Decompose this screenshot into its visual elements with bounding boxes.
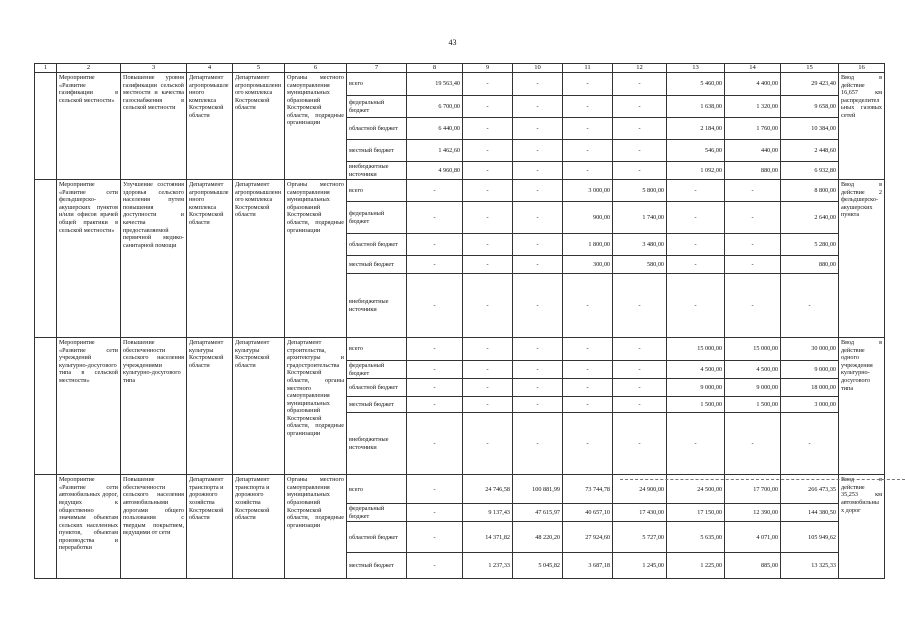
amount-cell: 546,00 — [667, 140, 725, 162]
amount-cell: 18 000,00 — [781, 379, 839, 397]
amount-cell: - — [563, 338, 613, 361]
amount-cell: 47 615,97 — [513, 504, 563, 522]
amount-cell: 4 500,00 — [667, 361, 725, 379]
amount-cell: 17 700,00 — [725, 475, 781, 504]
amount-cell: - — [725, 413, 781, 475]
amount-cell: 9 000,00 — [781, 361, 839, 379]
amount-cell: - — [407, 274, 463, 338]
amount-cell: - — [463, 234, 513, 256]
amount-cell: 73 744,78 — [563, 475, 613, 504]
amount-cell: - — [563, 361, 613, 379]
executor-cell: Департамент культуры Костромской области — [187, 338, 233, 475]
amount-cell: - — [463, 180, 513, 202]
amount-cell: 24 500,00 — [667, 475, 725, 504]
amount-cell: - — [513, 338, 563, 361]
measure-cell: Мероприятие «Развитие сети учреждений культурно-досугового типа в сельской местности» — [57, 338, 121, 475]
funding-source-cell: местный бюджет — [347, 256, 407, 274]
amount-cell: - — [513, 140, 563, 162]
amount-cell: 440,00 — [725, 140, 781, 162]
amount-cell: - — [667, 413, 725, 475]
amount-cell: 10 384,00 — [781, 118, 839, 140]
amount-cell: 144 380,50 — [781, 504, 839, 522]
amount-cell: - — [781, 413, 839, 475]
amount-cell: - — [781, 274, 839, 338]
amount-cell: - — [613, 379, 667, 397]
amount-cell: 15 000,00 — [725, 338, 781, 361]
funding-source-cell: внебюджетные источники — [347, 274, 407, 338]
amount-cell: 1 092,00 — [667, 162, 725, 180]
funding-source-cell: федеральный бюджет — [347, 361, 407, 379]
amount-cell: - — [407, 338, 463, 361]
header-cell: 16 — [839, 64, 885, 73]
amount-cell: - — [407, 397, 463, 413]
goal-cell: Повышение обеспеченности сельского населения автомобильными дорогами общего пользования с твердым покрытием, ведущими от сети — [121, 475, 187, 579]
amount-cell: 1 500,00 — [725, 397, 781, 413]
amount-cell: 9 000,00 — [725, 379, 781, 397]
header-cell: 11 — [563, 64, 613, 73]
amount-cell: - — [513, 413, 563, 475]
amount-cell: - — [613, 413, 667, 475]
amount-cell: - — [667, 202, 725, 234]
amount-cell: - — [725, 180, 781, 202]
amount-cell: 27 924,60 — [563, 522, 613, 553]
header-cell: 4 — [187, 64, 233, 73]
header-cell: 2 — [57, 64, 121, 73]
amount-cell: - — [463, 256, 513, 274]
amount-cell: - — [667, 180, 725, 202]
amount-cell: - — [407, 475, 463, 504]
amount-cell: - — [513, 180, 563, 202]
amount-cell: - — [513, 96, 563, 118]
partners-cell: Органы местного самоуправления муниципальных образований Костромской области, подрядные организации — [285, 180, 347, 338]
result-cell: Ввод в действие 2 фельдшерско-акушерских пункта — [839, 180, 885, 338]
amount-cell: 5 635,00 — [667, 522, 725, 553]
header-cell: 3 — [121, 64, 187, 73]
measure-cell: Мероприятие «Развитие газификации в сельской местности» — [57, 73, 121, 180]
amount-cell: 4 500,00 — [725, 361, 781, 379]
amount-cell: - — [613, 162, 667, 180]
amount-cell: - — [407, 361, 463, 379]
amount-cell: - — [725, 256, 781, 274]
amount-cell: 13 325,33 — [781, 553, 839, 579]
funding-source-cell: местный бюджет — [347, 140, 407, 162]
amount-cell: - — [563, 118, 613, 140]
amount-cell: - — [667, 234, 725, 256]
row-index-cell — [35, 338, 57, 475]
amount-cell: - — [407, 234, 463, 256]
row-index-cell — [35, 73, 57, 180]
co-executor-cell: Департамент агропромышленного комплекса Костромской области — [233, 180, 285, 338]
amount-cell: 5 800,00 — [613, 180, 667, 202]
amount-cell: 1 500,00 — [667, 397, 725, 413]
dashed-line — [620, 479, 905, 480]
header-cell: 6 — [285, 64, 347, 73]
amount-cell: 1 462,60 — [407, 140, 463, 162]
funding-source-cell: всего — [347, 180, 407, 202]
co-executor-cell: Департамент агропромышленного комплекса Костромской области — [233, 73, 285, 180]
amount-cell: - — [513, 73, 563, 96]
header-cell: 10 — [513, 64, 563, 73]
amount-cell: 30 000,00 — [781, 338, 839, 361]
amount-cell: - — [407, 504, 463, 522]
goal-cell: Повышение уровня газификации сельской местности и качества газоснабжения в сельской местности — [121, 73, 187, 180]
amount-cell: 40 657,10 — [563, 504, 613, 522]
amount-cell: 2 184,00 — [667, 118, 725, 140]
amount-cell: - — [463, 202, 513, 234]
funding-source-cell: местный бюджет — [347, 553, 407, 579]
amount-cell: 2 448,60 — [781, 140, 839, 162]
amount-cell: 1 237,33 — [463, 553, 513, 579]
partners-cell: Органы местного самоуправления муниципальных образований Костромской области, подрядные организации — [285, 73, 347, 180]
table-row — [35, 180, 885, 202]
amount-cell: 3 000,00 — [563, 180, 613, 202]
amount-cell: - — [463, 274, 513, 338]
amount-cell: 24 900,00 — [613, 475, 667, 504]
row-index-cell — [35, 180, 57, 338]
amount-cell: - — [513, 274, 563, 338]
amount-cell: 29 423,40 — [781, 73, 839, 96]
goal-cell: Повышение обеспеченности сельского населения учреждениями культурно-досугового типа — [121, 338, 187, 475]
amount-cell: - — [563, 96, 613, 118]
amount-cell: 1 800,00 — [563, 234, 613, 256]
amount-cell: 12 390,00 — [725, 504, 781, 522]
funding-source-cell: всего — [347, 475, 407, 504]
row-index-cell — [35, 475, 57, 579]
measure-cell: Мероприятие «Развитие сети автомобильных дорог, ведущих к общественно значимым объектам сельских населенных пунктов, объектам производства и переработки — [57, 475, 121, 579]
amount-cell: - — [613, 361, 667, 379]
amount-cell: 1 320,00 — [725, 96, 781, 118]
amount-cell: - — [613, 96, 667, 118]
header-cell: 13 — [667, 64, 725, 73]
amount-cell: 15 000,00 — [667, 338, 725, 361]
header-cell: 15 — [781, 64, 839, 73]
amount-cell: 24 746,58 — [463, 475, 513, 504]
amount-cell: - — [667, 274, 725, 338]
amount-cell: 5 280,00 — [781, 234, 839, 256]
funding-source-cell: федеральный бюджет — [347, 504, 407, 522]
header-cell: 14 — [725, 64, 781, 73]
amount-cell: - — [463, 397, 513, 413]
amount-cell: 14 371,82 — [463, 522, 513, 553]
amount-cell: - — [563, 140, 613, 162]
amount-cell: 885,00 — [725, 553, 781, 579]
funding-source-cell: всего — [347, 338, 407, 361]
amount-cell: 8 800,00 — [781, 180, 839, 202]
amount-cell: - — [407, 202, 463, 234]
amount-cell: - — [667, 256, 725, 274]
header-cell: 8 — [407, 64, 463, 73]
amount-cell: 9 000,00 — [667, 379, 725, 397]
amount-cell: - — [563, 379, 613, 397]
amount-cell: 1 740,00 — [613, 202, 667, 234]
amount-cell: - — [513, 379, 563, 397]
amount-cell: 17 150,00 — [667, 504, 725, 522]
amount-cell: - — [725, 274, 781, 338]
amount-cell: - — [563, 397, 613, 413]
amount-cell: 2 640,00 — [781, 202, 839, 234]
header-cell: 9 — [463, 64, 513, 73]
amount-cell: 3 000,00 — [781, 397, 839, 413]
amount-cell: 1 760,00 — [725, 118, 781, 140]
funding-source-cell: внебюджетные источники — [347, 413, 407, 475]
amount-cell: - — [613, 73, 667, 96]
amount-cell: - — [563, 413, 613, 475]
amount-cell: 17 430,00 — [613, 504, 667, 522]
amount-cell: 1 245,00 — [613, 553, 667, 579]
amount-cell: - — [407, 413, 463, 475]
amount-cell: - — [513, 162, 563, 180]
funding-source-cell: областной бюджет — [347, 234, 407, 256]
amount-cell: - — [463, 379, 513, 397]
amount-cell: - — [463, 118, 513, 140]
amount-cell: 6 700,00 — [407, 96, 463, 118]
amount-cell: - — [563, 73, 613, 96]
amount-cell: 1 638,00 — [667, 96, 725, 118]
amount-cell: 100 881,99 — [513, 475, 563, 504]
amount-cell: - — [725, 202, 781, 234]
amount-cell: - — [407, 522, 463, 553]
amount-cell: 880,00 — [725, 162, 781, 180]
funding-source-cell: всего — [347, 73, 407, 96]
amount-cell: - — [613, 397, 667, 413]
amount-cell: - — [725, 234, 781, 256]
header-cell: 12 — [613, 64, 667, 73]
amount-cell: - — [513, 118, 563, 140]
amount-cell: - — [407, 256, 463, 274]
amount-cell: 900,00 — [563, 202, 613, 234]
amount-cell: 5 727,00 — [613, 522, 667, 553]
funding-source-cell: внебюджетные источники — [347, 162, 407, 180]
amount-cell: - — [407, 379, 463, 397]
page-number: 43 — [448, 38, 457, 47]
amount-cell: 4 960,80 — [407, 162, 463, 180]
amount-cell: - — [463, 338, 513, 361]
funding-source-cell: областной бюджет — [347, 379, 407, 397]
co-executor-cell: Департамент культуры Костромской области — [233, 338, 285, 475]
header-row — [35, 64, 885, 73]
amount-cell: 105 949,62 — [781, 522, 839, 553]
amount-cell: - — [463, 96, 513, 118]
amount-cell: 1 225,00 — [667, 553, 725, 579]
header-cell: 5 — [233, 64, 285, 73]
amount-cell: 4 400,00 — [725, 73, 781, 96]
amount-cell: 300,00 — [563, 256, 613, 274]
funding-source-cell: федеральный бюджет — [347, 202, 407, 234]
funding-source-cell: местный бюджет — [347, 397, 407, 413]
table-row — [35, 73, 885, 96]
amount-cell: - — [513, 256, 563, 274]
amount-cell: 9 658,00 — [781, 96, 839, 118]
funding-source-cell: областной бюджет — [347, 522, 407, 553]
executor-cell: Департамент агропромышленного комплекса Костромской области — [187, 73, 233, 180]
amount-cell: - — [463, 162, 513, 180]
amount-cell: 880,00 — [781, 256, 839, 274]
amount-cell: 5 045,82 — [513, 553, 563, 579]
amount-cell: - — [407, 553, 463, 579]
amount-cell: 3 480,00 — [613, 234, 667, 256]
amount-cell: - — [513, 234, 563, 256]
amount-cell: 5 460,00 — [667, 73, 725, 96]
amount-cell: - — [513, 361, 563, 379]
amount-cell: 580,00 — [613, 256, 667, 274]
funding-source-cell: областной бюджет — [347, 118, 407, 140]
amount-cell: - — [563, 274, 613, 338]
funding-source-cell: федеральный бюджет — [347, 96, 407, 118]
amount-cell: 9 137,43 — [463, 504, 513, 522]
co-executor-cell: Департамент транспорта и дорожного хозяйства Костромской области — [233, 475, 285, 579]
amount-cell: 48 220,20 — [513, 522, 563, 553]
amount-cell: - — [463, 140, 513, 162]
amount-cell: - — [463, 413, 513, 475]
amount-cell: 3 687,18 — [563, 553, 613, 579]
amount-cell: 19 563,40 — [407, 73, 463, 96]
amount-cell: - — [513, 397, 563, 413]
amount-cell: - — [613, 140, 667, 162]
amount-cell: - — [513, 202, 563, 234]
result-cell: Ввод в действие 16,657 км распределительных газовых сетей — [839, 73, 885, 180]
result-cell: Ввод в действие одного учреждения культурно-досугового типа — [839, 338, 885, 475]
amount-cell: - — [463, 361, 513, 379]
header-cell: 1 — [35, 64, 57, 73]
partners-cell: Департамент строительства, архитектуры и градостроительства Костромской области, органы местного самоуправления муниципальных образований Костромской области, подрядные организации — [285, 338, 347, 475]
partners-cell: Органы местного самоуправления муниципальных образований Костромской области, подрядные организации — [285, 475, 347, 579]
program-table — [34, 63, 885, 579]
result-cell: Ввод в действие 35,253 км автомобильных дорог — [839, 475, 885, 579]
amount-cell: - — [407, 180, 463, 202]
header-cell: 7 — [347, 64, 407, 73]
amount-cell: 6 932,80 — [781, 162, 839, 180]
executor-cell: Департамент транспорта и дорожного хозяйства Костромской области — [187, 475, 233, 579]
measure-cell: Мероприятие «Развитие сети фельдшерско-акушерских пунктов и/или офисов врачей общей практики в сельской местности» — [57, 180, 121, 338]
amount-cell: - — [463, 73, 513, 96]
goal-cell: Улучшение состояния здоровья сельского населения путем повышения доступности и качества предоставляемой первичной медико-санитарной помощи — [121, 180, 187, 338]
amount-cell: - — [613, 338, 667, 361]
executor-cell: Департамент агропромышленного комплекса Костромской области — [187, 180, 233, 338]
table-row — [35, 338, 885, 361]
amount-cell: - — [613, 274, 667, 338]
amount-cell: - — [613, 118, 667, 140]
amount-cell: - — [563, 162, 613, 180]
amount-cell: 4 071,00 — [725, 522, 781, 553]
amount-cell: 266 473,35 — [781, 475, 839, 504]
amount-cell: 6 440,00 — [407, 118, 463, 140]
